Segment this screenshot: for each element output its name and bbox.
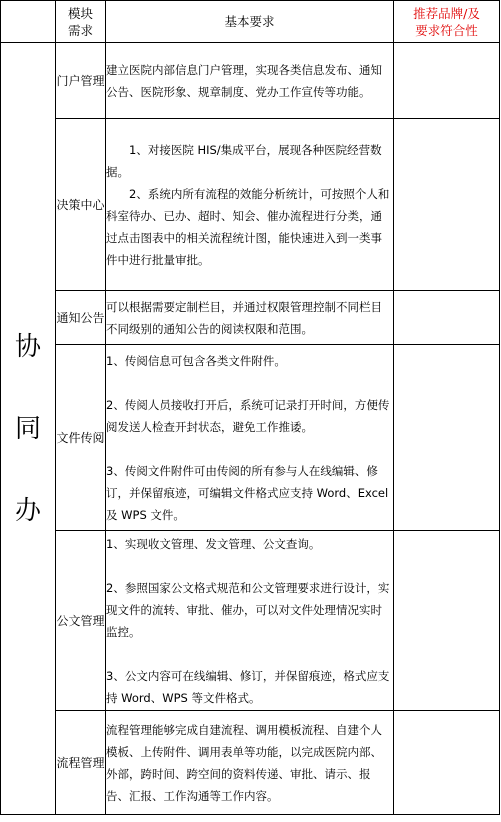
requirement-text [106, 345, 394, 531]
compliance-cell [394, 531, 500, 711]
requirement-line: 2、传阅人员接收打开后，系统可记录打开时间，方便传阅发送人检查开封状态，避免工作推诿。 [106, 397, 390, 434]
category-char-3: 办 [14, 495, 41, 526]
requirement-line: 2、参照国家公文格式规范和公文管理要求进行设计，实现文件的流转、审批、催办，可以对文件处理情况实时监控。 [106, 580, 390, 639]
category-char-1: 协 [14, 331, 41, 362]
row-portal [1, 43, 500, 119]
header-module: 模块 需求 [56, 1, 106, 43]
requirement-line: 1、实现收文管理、发文管理、公文查询。 [106, 536, 321, 551]
module-name: 流程管理 [56, 711, 106, 815]
requirement-line: 流程管理能够完成自建流程、调用模板流程、自建个人模板、上传附件、调用表单等功能，以完成医院内部、外部，跨时间、跨空间的资料传递、审批、请示、报告、汇报、工作沟通等工作内容。 [106, 722, 382, 803]
requirement-line: 建立医院内部信息门户管理，实现各类信息发布、通知公告、医院形象、规章制度、党办工作宣传等功能。 [106, 62, 382, 99]
module-name: 门户管理 [56, 43, 106, 119]
module-name: 文件传阅 [56, 345, 106, 531]
requirement-text [106, 43, 394, 119]
requirement-line: 1、传阅信息可包含各类文件附件。 [106, 353, 286, 368]
row-file-circulation [1, 345, 500, 531]
compliance-cell [394, 345, 500, 531]
module-name: 通知公告 [56, 291, 106, 345]
row-decision-center [1, 119, 500, 291]
requirement-line: 3、传阅文件附件可由传阅的所有参与人在线编辑、修订，并保留痕迹，可编辑文件格式应支持 Word、Excel 及 WPS 文件。 [106, 463, 389, 522]
requirement-text [106, 291, 394, 345]
header-row [1, 1, 500, 43]
compliance-cell [394, 119, 500, 291]
header-brand-compliance: 推荐品牌/及 要求符合性 [394, 1, 500, 43]
row-notices [1, 291, 500, 345]
requirement-line: 可以根据需要定制栏目，并通过权限管理控制不同栏目不同级别的通知公告的阅读权限和范围。 [106, 299, 382, 336]
requirement-text [106, 711, 394, 815]
category-char-2: 同 [14, 413, 41, 444]
requirement-line: 3、公文内容可在线编辑、修订，并保留痕迹，格式应支持 Word、WPS 等文件格式。 [106, 668, 390, 705]
module-name: 决策中心 [56, 119, 106, 291]
header-basic-requirements: 基本要求 [106, 1, 394, 43]
requirement-text [106, 531, 394, 711]
requirement-line: 1、对接医院 HIS/集成平台，展现各种医院经营数据。 [106, 142, 382, 179]
category-cell [1, 43, 56, 815]
requirement-text [106, 119, 394, 291]
row-document-management [1, 531, 500, 711]
compliance-cell [394, 291, 500, 345]
module-name: 公文管理 [56, 531, 106, 711]
compliance-cell [394, 711, 500, 815]
compliance-cell [394, 43, 500, 119]
requirement-line: 2、系统内所有流程的效能分析统计，可按照个人和科室待办、已办、超时、知会、催办流程进行分类，通过点击图表中的相关流程统计图，能快速进入到一类事件中进行批量审批。 [106, 186, 390, 267]
header-blank-cell [1, 1, 56, 43]
row-workflow-management [1, 711, 500, 815]
